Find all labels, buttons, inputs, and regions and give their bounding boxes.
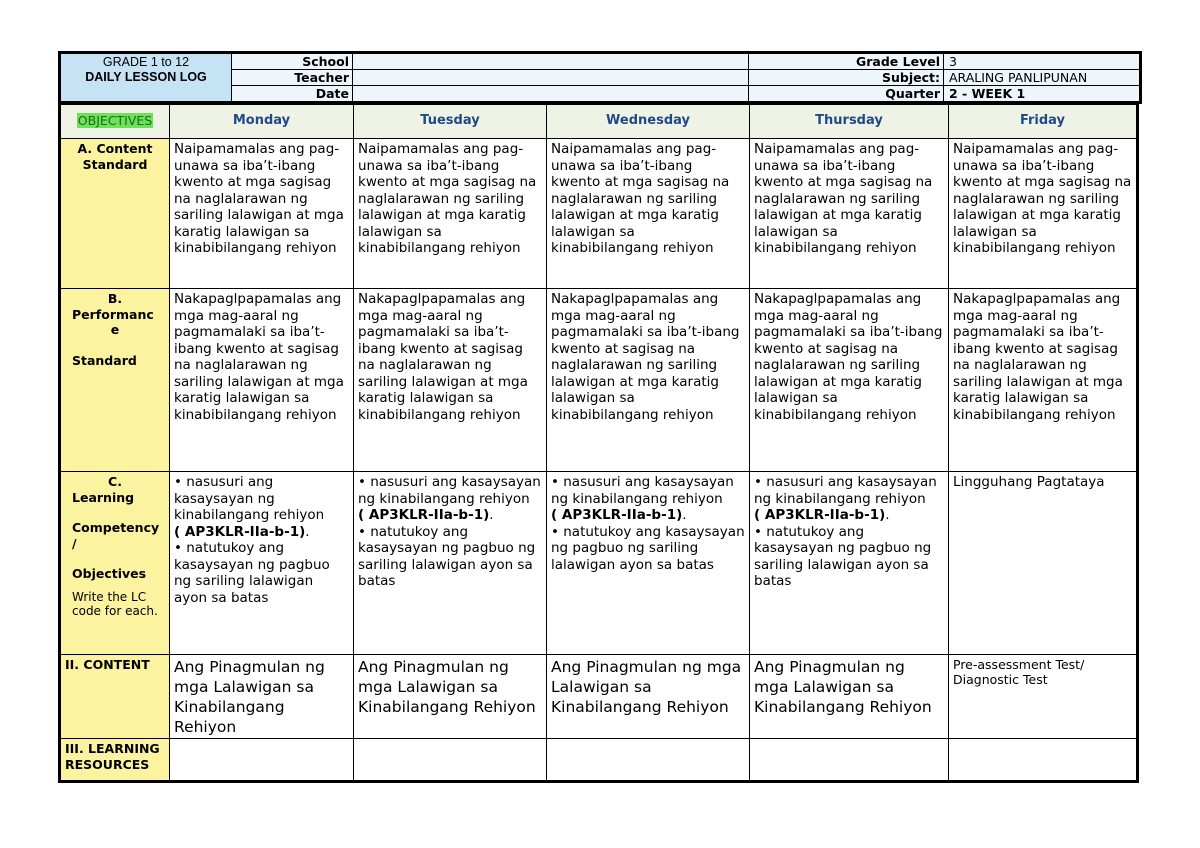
content-wednesday: Ang Pinagmulan ng mga Lalawigan sa Kinabilangang Rehiyon <box>547 655 750 739</box>
learning-resources-tuesday[interactable] <box>354 739 547 782</box>
lc-wednesday-item1: • nasusuri ang kasaysayan ng kinabilangang rehiyon <box>551 474 734 507</box>
lc-thursday-item2: • natutukoy ang kasaysayan ng pagbuo ng sariling lalawigan ayon sa batas <box>754 523 932 589</box>
content-label: II. CONTENT <box>60 655 170 739</box>
learning-competency-label-line1: C. <box>108 474 122 489</box>
performance-standard-label-line2: Performanc <box>72 306 154 322</box>
performance-standard-monday: Nakapaglpapamalas ang mga mag-aaral ng pagmamalaki sa iba’t-ibang kwento at sagisag na naglalarawan ng sariling lalawigan at mga karatig lalawigan sa kinabibilangang rehiyon <box>170 289 354 472</box>
content-standard-friday: Naipamamalas ang pag-unawa sa iba’t-ibang kwento at mga sagisag na naglalarawan ng sariling lalawigan at mga karatig lalawigan sa kinabibilangang rehiyon <box>949 139 1138 289</box>
lc-thursday-code: ( AP3KLR-IIa-b-1) <box>754 507 886 523</box>
daily-lesson-log <box>58 51 1142 783</box>
title-daily-lesson-log: DAILY LESSON LOG <box>85 70 207 84</box>
subject-label: Subject: <box>749 70 944 86</box>
school-value[interactable] <box>353 53 749 70</box>
performance-standard-tuesday: Nakapaglpapamalas ang mga mag-aaral ng pagmamalaki sa iba’t-ibang kwento at sagisag na naglalarawan ng sariling lalawigan at mga karatig lalawigan sa kinabibilangang rehiyon <box>354 289 547 472</box>
learning-competency-label-line4: / <box>72 535 77 551</box>
lc-tuesday-item2: • natutukoy ang kasaysayan ng pagbuo ng sariling lalawigan ayon sa batas <box>358 523 536 589</box>
lc-tuesday-item1: • nasusuri ang kasaysayan ng kinabilangang rehiyon <box>358 474 541 507</box>
content-friday: Pre-assessment Test/ Diagnostic Test <box>949 655 1138 739</box>
objectives-label: OBJECTIVES <box>77 112 153 128</box>
date-value[interactable] <box>353 86 749 103</box>
performance-standard-label <box>60 289 170 472</box>
lc-wednesday-code: ( AP3KLR-IIa-b-1) <box>551 507 683 523</box>
content-tuesday: Ang Pinagmulan ng mga Lalawigan sa Kinabilangang Rehiyon <box>354 655 547 739</box>
performance-standard-wednesday: Nakapaglpapamalas ang mga mag-aaral ng pagmamalaki sa iba’t-ibang kwento at sagisag na naglalarawan ng sariling lalawigan at mga karatig lalawigan sa kinabibilangang rehiyon <box>547 289 750 472</box>
learning-competency-label-line5: Objectives <box>72 566 147 581</box>
learning-resources-friday[interactable] <box>949 739 1138 782</box>
day-tuesday: Tuesday <box>354 105 547 139</box>
performance-standard-friday: Nakapaglpapamalas ang mga mag-aaral ng pagmamalaki sa iba’t-ibang kwento at sagisag na naglalarawan ng sariling lalawigan at mga karatig lalawigan sa kinabibilangang rehiyon <box>949 289 1138 472</box>
lc-thursday-item1: • nasusuri ang kasaysayan ng kinabilangang rehiyon <box>754 474 937 507</box>
learning-resources-monday[interactable] <box>170 739 354 782</box>
content-thursday: Ang Pinagmulan ng mga Lalawigan sa Kinabilangang Rehiyon <box>750 655 949 739</box>
content-standard-wednesday: Naipamamalas ang pag-unawa sa iba’t-ibang kwento at mga sagisag na naglalarawan ng sariling lalawigan at mga karatig lalawigan sa kinabibilangang rehiyon <box>547 139 750 289</box>
content-standard-tuesday: Naipamamalas ang pag-unawa sa iba’t-ibang kwento at mga sagisag na naglalarawan ng sariling lalawigan at mga karatig lalawigan sa kinabibilangang rehiyon <box>354 139 547 289</box>
learning-competency-label-line2: Learning <box>72 489 135 505</box>
learning-resources-wednesday[interactable] <box>547 739 750 782</box>
learning-competency-row <box>60 472 1138 655</box>
learning-competency-label <box>60 472 170 655</box>
learning-competency-note: Write the LC code for each. <box>72 589 158 618</box>
day-monday: Monday <box>170 105 354 139</box>
learning-competency-wednesday: • nasusuri ang kasaysayan ng kinabilangang rehiyon ( AP3KLR-IIa-b-1). • natutukoy ang kasaysayan ng pagbuo ng sariling lalawigan ayon sa batas <box>547 472 750 655</box>
lc-monday-code: ( AP3KLR-IIa-b-1) <box>174 523 306 540</box>
learning-competency-friday: Lingguhang Pagtataya <box>949 472 1138 655</box>
title-grade: GRADE 1 to 12 <box>102 55 190 69</box>
lc-monday-item1: • nasusuri ang kasaysayan ng kinabilangang rehiyon <box>174 474 325 523</box>
day-header-row <box>60 105 1138 139</box>
teacher-label: Teacher <box>232 70 353 86</box>
content-standard-monday: Naipamamalas ang pag-unawa sa iba’t-ibang kwento at mga sagisag na naglalarawan ng sariling lalawigan at mga karatig lalawigan sa kinabibilangang rehiyon <box>170 139 354 289</box>
day-thursday: Thursday <box>750 105 949 139</box>
log-title <box>60 53 232 103</box>
quarter-value[interactable]: 2 - WEEK 1 <box>944 86 1141 103</box>
header-table <box>58 51 1142 104</box>
performance-standard-row <box>60 289 1138 472</box>
grade-level-value[interactable]: 3 <box>944 53 1141 70</box>
learning-resources-row <box>60 739 1138 782</box>
content-standard-label <box>60 139 170 289</box>
lc-wednesday-item2: • natutukoy ang kasaysayan ng pagbuo ng sariling lalawigan ayon sa batas <box>551 523 745 573</box>
day-friday: Friday <box>949 105 1138 139</box>
performance-standard-thursday: Nakapaglpapamalas ang mga mag-aaral ng pagmamalaki sa iba’t-ibang kwento at sagisag na naglalarawan ng sariling lalawigan at mga karatig lalawigan sa kinabibilangang rehiyon <box>750 289 949 472</box>
content-standard-thursday: Naipamamalas ang pag-unawa sa iba’t-ibang kwento at mga sagisag na naglalarawan ng sariling lalawigan at mga karatig lalawigan sa kinabibilangang rehiyon <box>750 139 949 289</box>
objectives-header <box>60 105 170 139</box>
content-standard-row <box>60 139 1138 289</box>
learning-competency-label-line3: Competency <box>72 520 160 535</box>
quarter-label: Quarter <box>749 86 944 103</box>
learning-competency-thursday: • nasusuri ang kasaysayan ng kinabilangang rehiyon ( AP3KLR-IIa-b-1). • natutukoy ang kasaysayan ng pagbuo ng sariling lalawigan ayon sa batas <box>750 472 949 655</box>
day-wednesday: Wednesday <box>547 105 750 139</box>
learning-resources-thursday[interactable] <box>750 739 949 782</box>
subject-value[interactable]: ARALING PANLIPUNAN <box>944 70 1141 86</box>
content-standard-label-line2: Standard <box>82 156 148 172</box>
learning-competency-monday: • nasusuri ang kasaysayan ng kinabilangang rehiyon ( AP3KLR-IIa-b-1). • natutukoy ang kasaysayan ng pagbuo ng sariling lalawigan ayon sa batas <box>170 472 354 655</box>
content-standard-label-line1: A. Content <box>77 141 153 156</box>
content-monday: Ang Pinagmulan ng mga Lalawigan sa Kinabilangang Rehiyon <box>170 655 354 739</box>
teacher-value[interactable] <box>353 70 749 86</box>
school-label: School <box>232 53 353 70</box>
lc-tuesday-code: ( AP3KLR-IIa-b-1) <box>358 507 490 523</box>
performance-standard-label-line4: Standard <box>72 352 137 368</box>
lesson-table <box>58 104 1139 783</box>
grade-level-label: Grade Level <box>749 53 944 70</box>
learning-competency-tuesday: • nasusuri ang kasaysayan ng kinabilangang rehiyon ( AP3KLR-IIa-b-1). • natutukoy ang kasaysayan ng pagbuo ng sariling lalawigan ayon sa batas <box>354 472 547 655</box>
performance-standard-label-line1: B. <box>107 291 123 306</box>
learning-resources-label: III. LEARNING RESOURCES <box>60 739 170 782</box>
date-label: Date <box>232 86 353 103</box>
content-row <box>60 655 1138 739</box>
performance-standard-label-line3: e <box>110 322 120 337</box>
lc-monday-item2: • natutukoy ang kasaysayan ng pagbuo ng sariling lalawigan ayon sa batas <box>174 540 330 606</box>
